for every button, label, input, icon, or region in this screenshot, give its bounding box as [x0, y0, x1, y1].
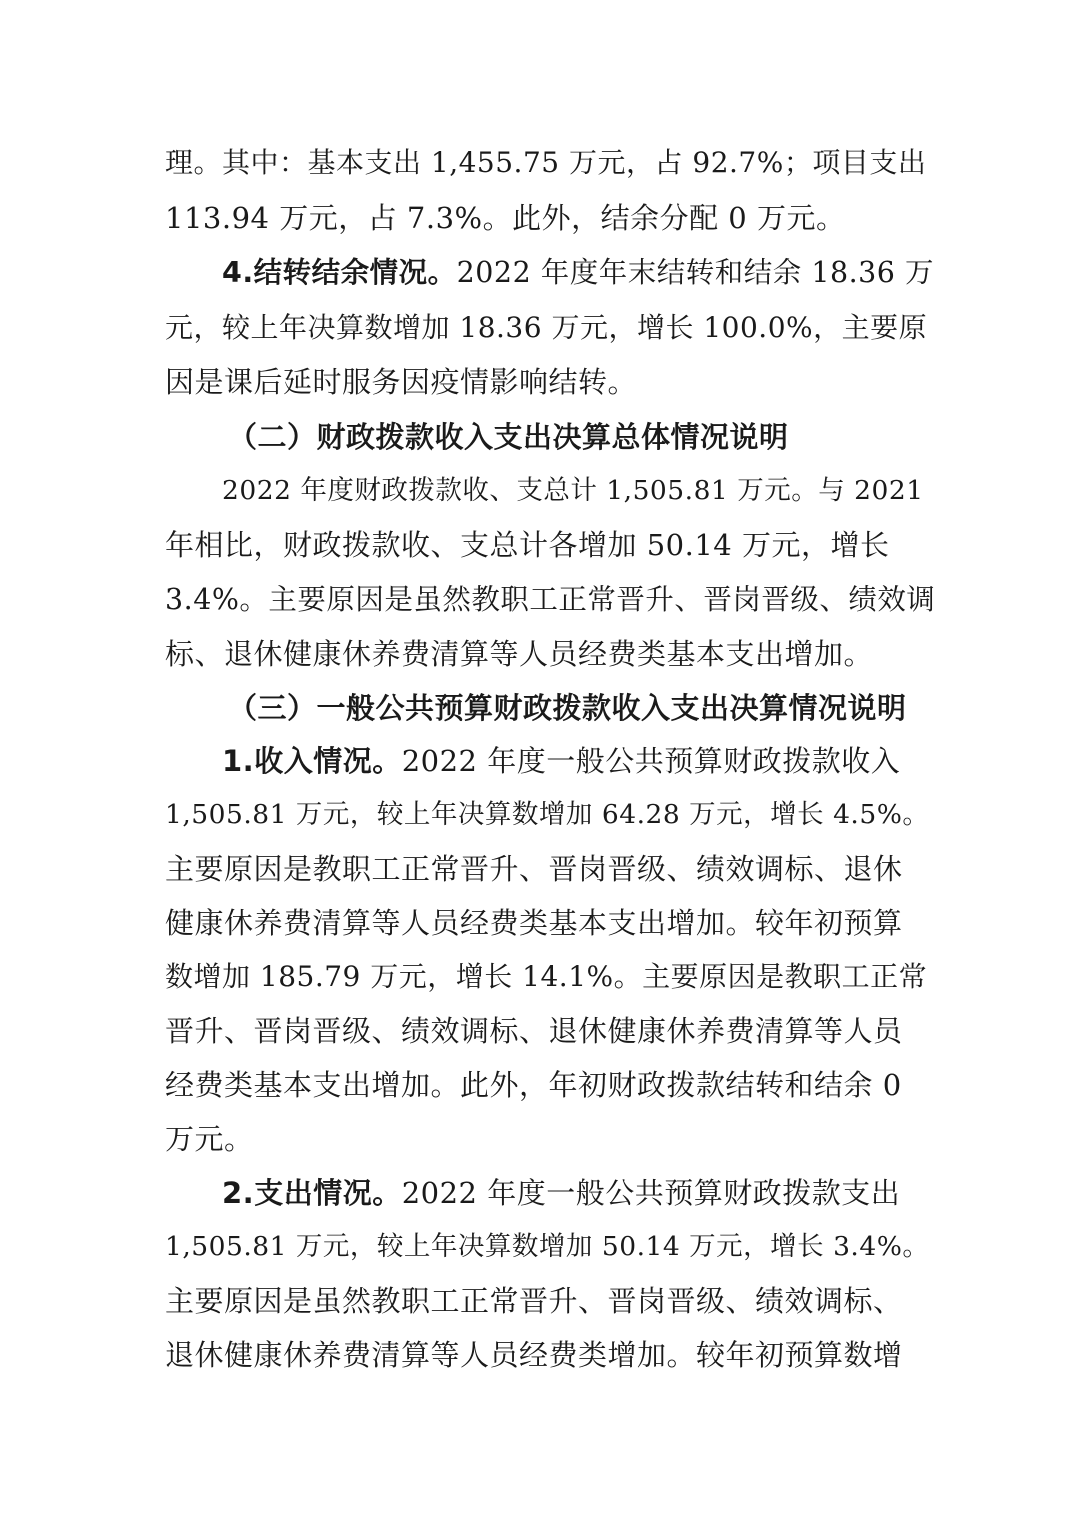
- body-line: 3.4%。主要原因是虽然教职工正常晋升、晋岗晋级、绩效调: [165, 583, 936, 616]
- body-line: 元，较上年决算数增加 18.36 万元，增长 100.0%，主要原: [165, 311, 928, 344]
- body-line: 2022 年度财政拨款收、支总计 1,505.81 万元。与 2021: [222, 475, 924, 506]
- body-line: 理。其中：基本支出 1,455.75 万元，占 92.7%；项目支出: [165, 146, 927, 179]
- expense-heading: 2.支出情况。: [222, 1176, 402, 1210]
- body-line: 退休健康休养费清算等人员经费类增加。较年初预算数增: [165, 1338, 903, 1372]
- body-line: 标、退休健康休养费清算等人员经费类基本支出增加。: [165, 637, 874, 671]
- body-line: 主要原因是教职工正常晋升、晋岗晋级、绩效调标、退休: [165, 852, 903, 886]
- section-2-heading: （二）财政拨款收入支出决算总体情况说明: [228, 420, 789, 454]
- body-line: 1,505.81 万元，较上年决算数增加 50.14 万元，增长 3.4%。: [165, 1231, 930, 1262]
- section-3-heading: （三）一般公共预算财政拨款收入支出决算情况说明: [228, 691, 907, 725]
- body-line: 数增加 185.79 万元，增长 14.1%。主要原因是教职工正常: [165, 960, 928, 993]
- section-4-paragraph-start: 4.结转结余情况。2022 年度年末结转和结余 18.36 万: [222, 256, 934, 289]
- body-line: 经费类基本支出增加。此外，年初财政拨款结转和结余 0: [165, 1068, 902, 1102]
- section-4-heading: 4.结转结余情况。: [222, 256, 457, 289]
- body-line: 健康休养费清算等人员经费类基本支出增加。较年初预算: [165, 906, 903, 940]
- expense-paragraph-start: 2.支出情况。2022 年度一般公共预算财政拨款支出: [222, 1176, 901, 1210]
- body-line: 主要原因是虽然教职工正常晋升、晋岗晋级、绩效调标、: [165, 1284, 903, 1318]
- income-heading: 1.收入情况。: [222, 744, 402, 778]
- body-line: 晋升、晋岗晋级、绩效调标、退休健康休养费清算等人员: [165, 1014, 903, 1048]
- body-line: 年相比，财政拨款收、支总计各增加 50.14 万元，增长: [165, 528, 890, 562]
- body-line: 113.94 万元，占 7.3%。此外，结余分配 0 万元。: [165, 201, 846, 235]
- body-line: 1,505.81 万元，较上年决算数增加 64.28 万元，增长 4.5%。: [165, 799, 930, 830]
- body-line: 因是课后延时服务因疫情影响结转。: [165, 365, 638, 399]
- income-paragraph-start: 1.收入情况。2022 年度一般公共预算财政拨款收入: [222, 744, 901, 778]
- body-line: 万元。: [165, 1122, 254, 1156]
